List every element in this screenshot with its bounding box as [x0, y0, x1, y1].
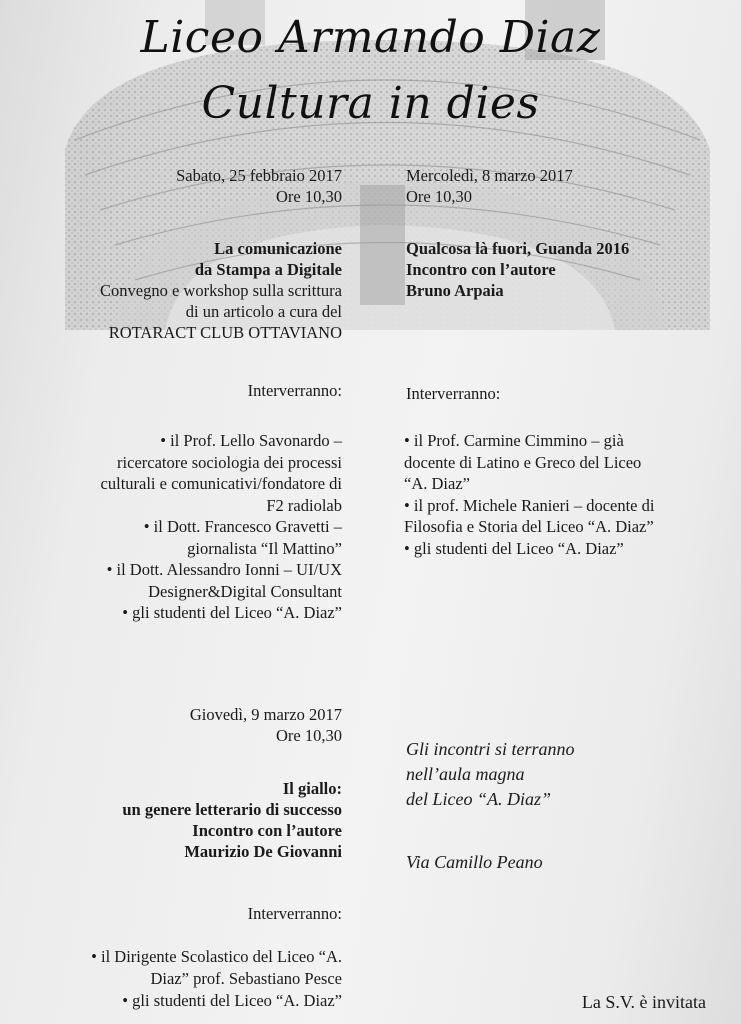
venue-line: nell’aula magna: [406, 764, 525, 784]
speaker-line: • il Dott. Alessandro Ionni – UI/UX: [101, 559, 342, 581]
event3-time: Ore 10,30: [276, 726, 342, 745]
venue-address: Via Camillo Peano: [406, 852, 543, 872]
event2-details: [406, 238, 629, 301]
event1-desc-line: Convegno e workshop sulla scrittura: [100, 281, 342, 300]
speaker-line: • il Dirigente Scolastico del Liceo “A.: [91, 946, 342, 968]
event3-details: [122, 778, 342, 862]
speaker-line: ricercatore sociologia dei processi: [117, 452, 342, 472]
speaker-line: • gli studenti del Liceo “A. Diaz”: [404, 538, 654, 560]
event3-speakers: [91, 946, 342, 1012]
event2-title-line: Bruno Arpaia: [406, 281, 504, 300]
event3-date: Giovedì, 9 marzo 2017: [189, 705, 342, 724]
speaker-line: • il Dott. Francesco Gravetti –: [101, 516, 342, 538]
speaker-line: F2 radiolab: [266, 495, 342, 515]
event1-title-line: da Stampa a Digitale: [194, 260, 342, 279]
event3-speakers-label: Interverranno:: [247, 904, 342, 923]
event3-title-line: un genere letterario di successo: [122, 800, 342, 819]
event1: [176, 165, 342, 207]
event2-speakers: [404, 430, 654, 559]
speaker-line: • gli studenti del Liceo “A. Diaz”: [91, 990, 342, 1012]
event1-date: Sabato, 25 febbraio 2017: [176, 166, 342, 185]
speaker-line: “A. Diaz”: [404, 474, 470, 493]
event3-title-line: Incontro con l’autore: [192, 821, 342, 840]
venue-info: [406, 737, 575, 812]
event1-title-line: La comunicazione: [214, 239, 342, 258]
speaker-line: • il prof. Michele Ranieri – docente di: [404, 495, 654, 517]
event3-title-line: Maurizio De Giovanni: [184, 842, 342, 861]
speaker-line: • il Prof. Carmine Cimmino – già: [404, 430, 654, 452]
speaker-line: Filosofia e Storia del Liceo “A. Diaz”: [404, 517, 654, 536]
event2: [406, 165, 573, 207]
event2-title-line: Qualcosa là fuori, Guanda 2016: [406, 239, 630, 258]
event1-speakers-label: Interverranno:: [247, 381, 342, 400]
event1-time: Ore 10,30: [276, 187, 342, 206]
event1-desc-line: di un articolo a cura del: [185, 302, 342, 321]
speaker-line: Diaz” prof. Sebastiano Pesce: [150, 969, 342, 988]
speaker-line: Designer&Digital Consultant: [148, 581, 342, 601]
event2-speakers-label: Interverranno:: [406, 384, 501, 403]
event2-date: Mercoledì, 8 marzo 2017: [406, 166, 573, 185]
speaker-line: docente di Latino e Greco del Liceo: [404, 452, 642, 472]
series-subtitle: Cultura in dies: [201, 78, 540, 129]
event3: [190, 704, 342, 746]
speaker-line: • il Prof. Lello Savonardo –: [101, 430, 342, 452]
speaker-line: culturali e comunicativi/fondatore di: [100, 474, 342, 493]
event1-details: [100, 238, 342, 343]
event2-title-line: Incontro con l’autore: [406, 260, 556, 279]
venue-line: Gli incontri si terranno: [406, 739, 575, 759]
event1-desc-line: ROTARACT CLUB OTTAVIANO: [108, 323, 342, 342]
speaker-line: • gli studenti del Liceo “A. Diaz”: [101, 602, 342, 624]
event1-speakers: [101, 430, 342, 624]
event3-title-line: Il giallo:: [282, 779, 342, 798]
closing-invitation: La S.V. è invitata: [581, 992, 706, 1012]
school-title: Liceo Armando Diaz: [140, 12, 601, 63]
venue-line: del Liceo “A. Diaz”: [406, 789, 552, 809]
speaker-line: giornalista “Il Mattino”: [187, 538, 342, 558]
event2-time: Ore 10,30: [406, 187, 472, 206]
